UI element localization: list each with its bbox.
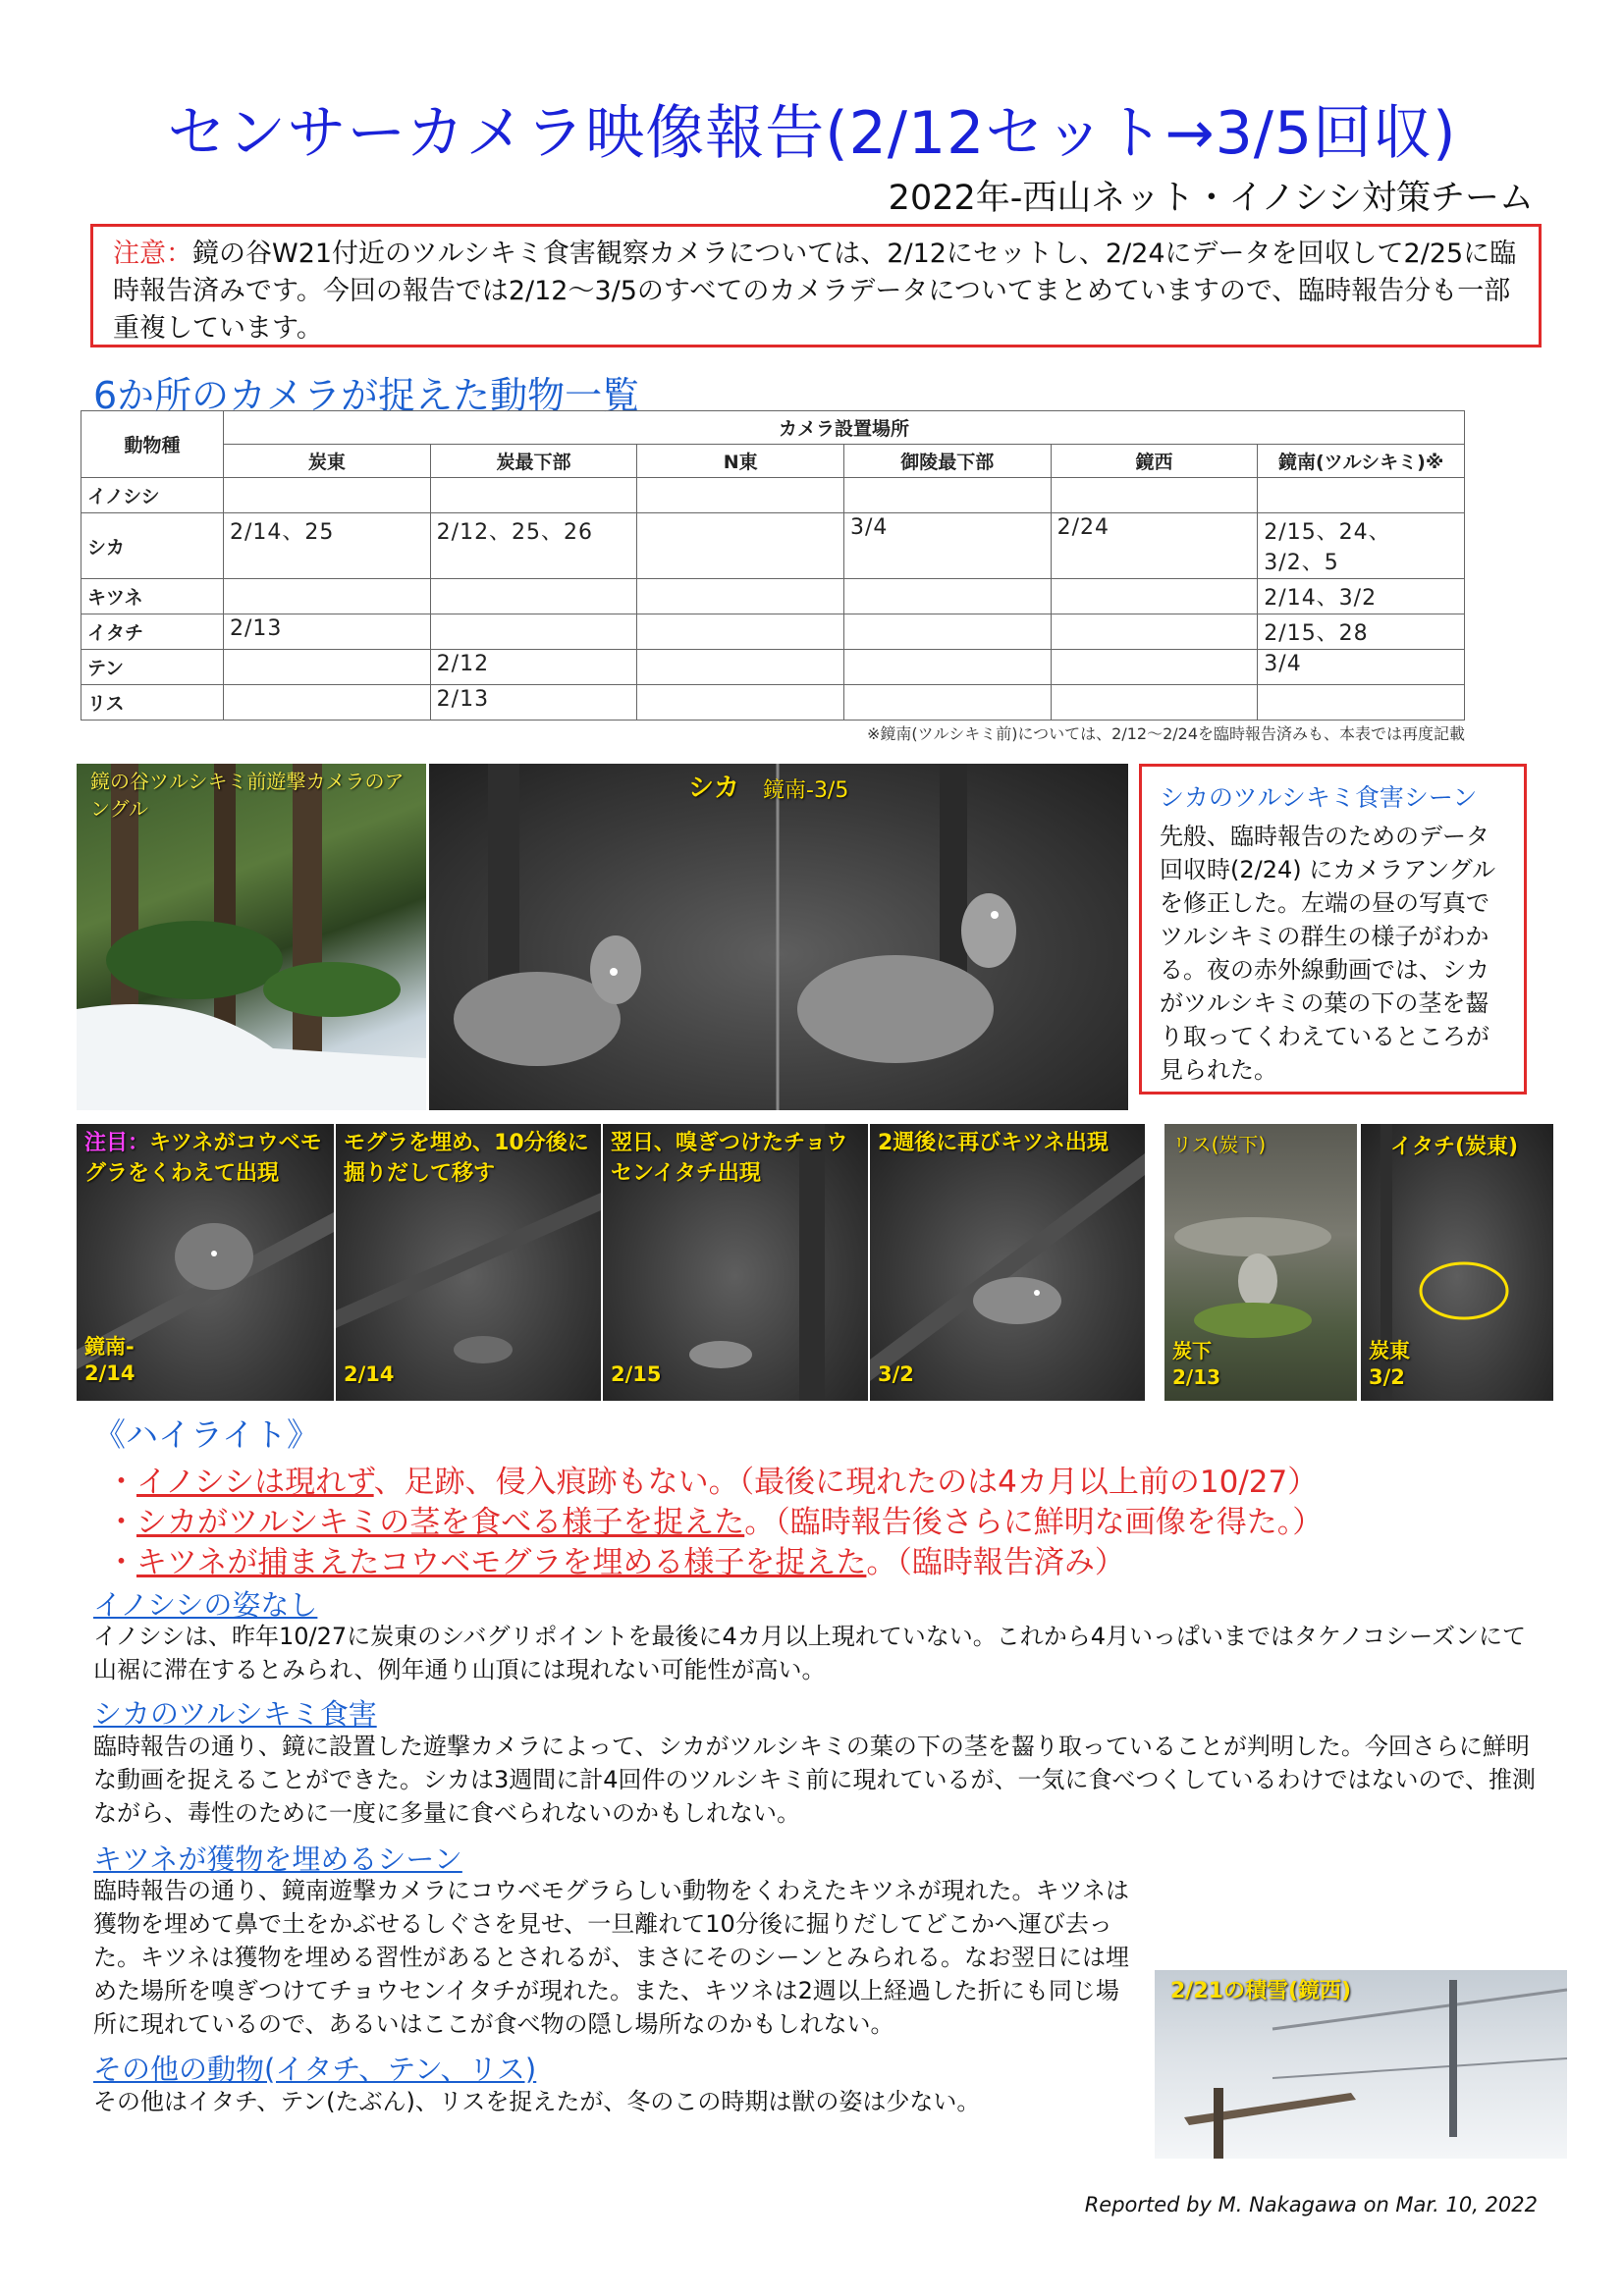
- date-cell: [637, 478, 844, 513]
- date-cell: 2/13: [224, 614, 431, 650]
- date-cell: [637, 650, 844, 685]
- date-cell: 2/14、25: [224, 513, 431, 579]
- camera-angle-photo: [77, 764, 426, 1110]
- date-cell: 2/12: [430, 650, 637, 685]
- date-cell: [1051, 650, 1258, 685]
- section-heading-fox: キツネが獲物を埋めるシーン: [93, 1842, 462, 1876]
- weasel-caption-2: イタチ(炭東): [1390, 1135, 1519, 1159]
- date-cell: [430, 579, 637, 614]
- section-body-deer: 臨時報告の通り、鏡に設置した遊撃カメラによって、シカがツルシキミの葉の下の茎を齧り取っていることが判明した。今回さらに鮮明な動画を捉えることができた。シカは3週間に計4回件のツルシキミ前に現れているが、一気に食べつくしているわけではないので、推測ながら、毒性のために一度に多量に食べられないのかもしれない。: [93, 1733, 1536, 1827]
- footer-credit: Reported by M. Nakagawa on Mar. 10, 2022: [1084, 2193, 1538, 2216]
- date-cell: [637, 579, 844, 614]
- weasel-photo-1: [603, 1124, 868, 1401]
- table-row: [81, 478, 1465, 513]
- fox-date-3: 3/2: [878, 1362, 914, 1386]
- date-cell: [843, 614, 1051, 650]
- deer-caption-place: 鏡南-3/5: [763, 778, 849, 803]
- highlights-title: 《ハイライト》: [93, 1415, 320, 1454]
- location-header: N東: [637, 445, 844, 478]
- location-header: 鏡南(ツルシキミ)※: [1258, 445, 1465, 478]
- squirrel-date: 炭下 2/13: [1172, 1339, 1221, 1389]
- highlight-emphasis: シカがツルシキミの茎を食べる様子を捉えた: [136, 1505, 745, 1540]
- highlight-rest: 、足跡、侵入痕跡もない。（最後に現れたのは4カ月以上前の10/27）: [373, 1465, 1319, 1500]
- table-note: ※鏡南(ツルシキミ前)については、2/12～2/24を臨時報告済みも、本表では再度記載: [866, 724, 1465, 743]
- date-cell: [637, 513, 844, 579]
- date-cell: 2/24: [1051, 513, 1258, 579]
- species-cell: イタチ: [81, 614, 224, 650]
- table-row: [81, 685, 1465, 721]
- date-cell: [1051, 478, 1258, 513]
- highlight-emphasis: キツネが捕まえたコウベモグラを埋める様子を捉えた: [136, 1545, 867, 1580]
- fox-photo-3: [870, 1124, 1145, 1401]
- highlight-rest: 。（臨時報告後さらに鮮明な画像を得た。）: [744, 1505, 1324, 1540]
- animal-table: [81, 410, 1465, 721]
- location-header: 鏡西: [1051, 445, 1258, 478]
- table-heading: 6か所のカメラが捉えた動物一覧: [93, 374, 640, 417]
- table-row: [81, 513, 1465, 579]
- highlight-item: ・キツネが捕まえたコウベモグラを埋める様子を捉えた。（臨時報告済み）: [106, 1545, 1125, 1580]
- date-cell: [224, 685, 431, 721]
- date-cell: [1051, 579, 1258, 614]
- date-cell: [224, 579, 431, 614]
- species-cell: キツネ: [81, 579, 224, 614]
- species-cell: テン: [81, 650, 224, 685]
- date-cell: [1051, 685, 1258, 721]
- date-cell: [637, 614, 844, 650]
- location-group-header: カメラ設置場所: [224, 411, 1465, 445]
- location-header: 炭東: [224, 445, 431, 478]
- date-cell: 3/4: [843, 513, 1051, 579]
- date-cell: 3/4: [1258, 650, 1465, 685]
- section-body-others: その他はイタチ、テン(たぶん)、リスを捉えたが、冬のこの時期は獣の姿は少ない。: [93, 2088, 981, 2115]
- camera-angle-caption: 鏡の谷ツルシキミ前遊撃カメラのアングル: [90, 770, 405, 821]
- date-cell: 2/14、3/2: [1258, 579, 1465, 614]
- deer-info-box: [1139, 764, 1527, 1095]
- species-cell: リス: [81, 685, 224, 721]
- fox-caption-3: 2週後に再びキツネ出現: [878, 1131, 1109, 1155]
- weasel-photo-2: [1361, 1124, 1553, 1401]
- fox-photo-2: [336, 1124, 601, 1401]
- highlight-item: ・シカがツルシキミの茎を食べる様子を捉えた。（臨時報告後さらに鮮明な画像を得た。）: [106, 1505, 1324, 1540]
- date-cell: [637, 685, 844, 721]
- date-cell: [1051, 614, 1258, 650]
- notice-text: 鏡の谷W21付近のツルシキミ食害観察カメラについては、2/12にセットし、2/24にデータを回収して2/25に臨時報告済みです。今回の報告では2/12～3/5のすべてのカメラデータについてまとめていますので、臨時報告分も一部重複しています。: [113, 239, 1517, 344]
- section-body-fox-text: 臨時報告の通り、鏡南遊撃カメラにコウベモグラらしい動物をくわえたキツネが現れた。キツネは獲物を埋めて鼻で土をかぶせるしぐさを見せ、一旦離れて10分後に掘りだしてどこかへ運び去った。キツネは獲物を埋める習性があるとされるが、まさにそのシーンとみられる。なお翌日には埋めた場所を嗅ぎつけてチョウセンイタチが現れた。また、キツネは2週以上経過した折にも同じ場所に現れているので、あるいはここが食べ物の隠し場所なのかもしれない。: [93, 1877, 1130, 2038]
- date-cell: [843, 579, 1051, 614]
- date-cell: [1258, 478, 1465, 513]
- deer-box-heading: シカのツルシキミ食害シーン: [1160, 783, 1478, 812]
- section-heading-deer: シカのツルシキミ食害: [93, 1697, 377, 1731]
- date-cell: [224, 650, 431, 685]
- notice-label: 注意：: [113, 239, 192, 269]
- snow-photo: [1155, 1970, 1567, 2159]
- date-cell: [843, 685, 1051, 721]
- page-title: センサーカメラ映像報告(2/12セット→3/5回収): [167, 99, 1457, 168]
- date-cell: 2/13: [430, 685, 637, 721]
- table-row: [81, 579, 1465, 614]
- section-heading-others: その他の動物(イタチ、テン、リス): [93, 2053, 537, 2086]
- deer-caption-label: シカ: [688, 774, 740, 803]
- deer-photo: [429, 764, 1128, 1110]
- date-cell: [430, 614, 637, 650]
- fox-photo-1: [77, 1124, 334, 1401]
- weasel-caption-1: 翌日、嗅ぎつけたチョウセンイタチ出現: [611, 1131, 848, 1186]
- highlight-emphasis: イノシシは現れず: [136, 1465, 374, 1500]
- species-header: 動物種: [81, 411, 224, 478]
- fox-caption-1-lead: 注目：: [84, 1131, 150, 1155]
- fox-caption-1-text: キツネがコウベモグラをくわえて出現: [84, 1131, 322, 1186]
- location-header: 御陵最下部: [843, 445, 1051, 478]
- table-row: [81, 650, 1465, 685]
- notice-box: [90, 224, 1542, 347]
- date-cell: 2/15、28: [1258, 614, 1465, 650]
- species-cell: シカ: [81, 513, 224, 579]
- fox-date-1: 鏡南- 2/14: [84, 1335, 135, 1385]
- highlight-item: ・イノシシは現れず、足跡、侵入痕跡もない。（最後に現れたのは4カ月以上前の10/27）: [106, 1465, 1319, 1500]
- fox-date-2: 2/14: [344, 1362, 395, 1386]
- species-cell: イノシシ: [81, 478, 224, 513]
- snow-caption: 2/21の積雪(鏡西): [1170, 1979, 1352, 2003]
- location-header: 炭最下部: [430, 445, 637, 478]
- page-subtitle: 2022年-西山ネット・イノシシ対策チーム: [888, 179, 1534, 218]
- date-cell: 2/15、24、 3/2、5: [1258, 513, 1465, 579]
- fox-caption-1: [84, 1128, 326, 1189]
- weasel-date-1: 2/15: [611, 1362, 662, 1386]
- table-row: [81, 614, 1465, 650]
- date-cell: [224, 478, 431, 513]
- date-cell: [843, 650, 1051, 685]
- date-cell: [1258, 685, 1465, 721]
- date-cell: [430, 478, 637, 513]
- squirrel-caption: リス(炭下): [1172, 1133, 1267, 1156]
- highlight-rest: 。（臨時報告済み）: [866, 1545, 1125, 1580]
- section-heading-boar: イノシシの姿なし: [93, 1588, 318, 1622]
- squirrel-photo: [1164, 1124, 1357, 1401]
- date-cell: 2/12、25、26: [430, 513, 637, 579]
- section-body-boar: イノシシは、昨年10/27に炭東のシバグリポイントを最後に4カ月以上現れていない。これから4月いっぱいまではタケノコシーズンにて山裾に滞在するとみられ、例年通り山頂には現れない可能性が高い。: [93, 1623, 1526, 1683]
- fox-caption-2: モグラを埋め、10分後に掘りだして移す: [344, 1131, 589, 1186]
- date-cell: [843, 478, 1051, 513]
- weasel-date-2: 炭東 3/2: [1369, 1339, 1410, 1389]
- deer-box-body: 先般、臨時報告のためのデータ回収時(2/24) にカメラアングルを修正した。左端の昼の写真でツルシキミの群生の様子がわかる。夜の赤外線動画では、シカがツルシキミの葉の下の茎を齧り取ってくわえているところが見られた。: [1160, 823, 1496, 1084]
